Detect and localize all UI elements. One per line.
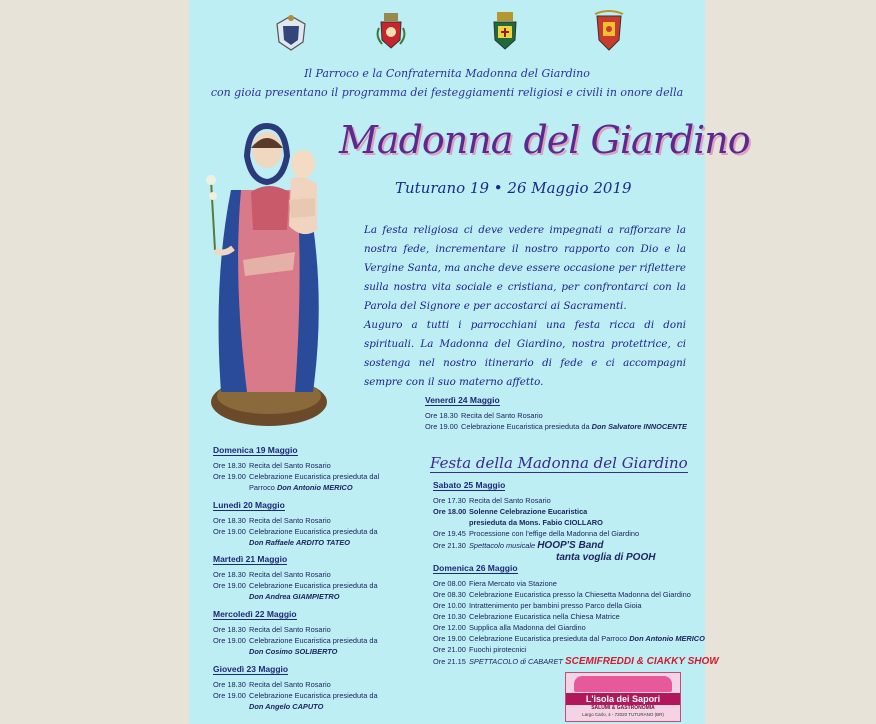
event-row: Ore 18.30 Recita del Santo Rosario (213, 570, 331, 579)
event-row-cont: presieduta da Mons. Fabio CIOLLARO (469, 518, 603, 527)
pastoral-message (364, 221, 686, 392)
event-row: Ore 21.15 SPETTACOLO di CABARET SCEMIFREDDI & CIAKKY SHOW (433, 656, 719, 667)
day-title: Sabato 25 Maggio (433, 480, 506, 490)
event-row: Ore 10.30 Celebrazione Eucaristica nella Chiesa Matrice (433, 612, 620, 621)
sponsor-banner-shape (574, 676, 672, 692)
day-title: Martedì 21 Maggio (213, 554, 288, 564)
crest-icon-4 (589, 10, 629, 52)
event-row: Ore 18.30 Recita del Santo Rosario (213, 625, 331, 634)
event-row: Ore 12.00 Supplica alla Madonna del Giardino (433, 623, 586, 632)
day-title: Giovedì 23 Maggio (213, 664, 289, 674)
event-row: Ore 17.30 Recita del Santo Rosario (433, 496, 551, 505)
event-row: Ore 08.00 Fiera Mercato via Stazione (433, 579, 557, 588)
event-row: Ore 19.00 Celebrazione Eucaristica presieduta dal Parroco Don Antonio MERICO (433, 634, 705, 643)
event-row-cont: Don Raffaele ARDITO TATEO (249, 538, 351, 547)
event-row: Ore 08.30 Celebrazione Eucaristica presso la Chiesetta Madonna del Giardino (433, 590, 691, 599)
intro-line-1: Il Parroco e la Confraternita Madonna del Giardino (304, 67, 590, 80)
intro-line-2: con gioia presentano il programma dei festeggiamenti religiosi e civili in onore della (210, 86, 684, 99)
sponsor-name: L'isola dei Sapori (566, 693, 680, 705)
event-row: Ore 19.45 Processione con l'effige della Madonna del Giardino (433, 529, 640, 538)
crest-icon-2 (371, 10, 411, 52)
day-domenica-26 (433, 563, 719, 668)
message-paragraph-2: Auguro a tutti i parrocchiani una festa ricca di doni spirituali. La Madonna del Giardino, nostra protettrice, ci sostenga nel nostro itinerario di fede e ci accompagni sempre con il suo materno affetto. (364, 319, 686, 388)
event-row-cont: Don Angelo CAPUTO (249, 702, 324, 711)
crest-icon-1 (271, 10, 311, 52)
event-row: Ore 21.00 Fuochi pirotecnici (433, 645, 527, 654)
day-sabato-25 (433, 480, 655, 563)
day-title: Venerdì 24 Maggio (425, 395, 500, 405)
day-title: Domenica 26 Maggio (433, 563, 518, 573)
message-paragraph-1: La festa religiosa ci deve vedere impegnati a rafforzare la nostra fede, incrementare il nostro rapporto con Dio e la Vergine Santa, ma anche deve essere occasione per riflettere sulla nostra vita sociale e cristiana, per confrontarci con la Parola del Signore e per accostarci ai Sacramenti. (364, 224, 686, 312)
event-row: Ore 19.00 Celebrazione Eucaristica presieduta da (213, 636, 378, 645)
sponsor-logo (565, 672, 681, 722)
crest-icon-3 (485, 10, 525, 52)
event-row: Ore 19.00 Celebrazione Eucaristica presieduta da (213, 691, 378, 700)
event-row: Ore 18.30 Recita del Santo Rosario (213, 461, 331, 470)
event-row: Ore 19.00 Celebrazione Eucaristica presieduta da (213, 527, 378, 536)
day-martedi-21 (213, 554, 378, 602)
day-title: Domenica 19 Maggio (213, 445, 298, 455)
event-row: Ore 19.00 Celebrazione Eucaristica presieduta dal (213, 472, 380, 481)
event-row: Ore 18.00 Solenne Celebrazione Eucaristica (433, 507, 588, 516)
event-row: Ore 21.30 Spettacolo musicale HOOP'S Band (433, 540, 604, 551)
event-row: Ore 18.30 Recita del Santo Rosario (425, 411, 543, 420)
event-row: Ore 19.00 Celebrazione Eucaristica presieduta da (213, 581, 378, 590)
sponsor-subtitle: SALUMI & GASTRONOMIA (591, 705, 655, 711)
festa-heading: Festa della Madonna del Giardino (430, 454, 688, 472)
event-row-cont: tanta voglia di POOH (556, 552, 656, 563)
day-venerdi-24 (425, 395, 687, 432)
day-lunedi-20 (213, 500, 378, 548)
day-title: Lunedì 20 Maggio (213, 500, 285, 510)
day-mercoledi-22 (213, 609, 378, 657)
event-row: Ore 19.00 Celebrazione Eucaristica presieduta da Don Salvatore INNOCENTE (425, 422, 687, 431)
day-title: Mercoledì 22 Maggio (213, 609, 297, 619)
event-row-cont: Don Cosimo SOLIBERTO (249, 647, 338, 656)
event-row: Ore 18.30 Recita del Santo Rosario (213, 516, 331, 525)
madonna-statue-image (203, 120, 335, 432)
day-domenica-19 (213, 445, 379, 493)
event-row: Ore 18.30 Recita del Santo Rosario (213, 680, 331, 689)
poster (189, 0, 750, 724)
day-giovedi-23 (213, 664, 378, 712)
sponsor-address: Largo Carlo, 4 - 72020 TUTURANO (BR) (582, 712, 664, 717)
event-row: Ore 10.00 Intrattenimento per bambini presso Parco della Gioia (433, 601, 642, 610)
event-row-cont: Parroco Don Antonio MERICO (249, 483, 353, 492)
event-row-cont: Don Andrea GIAMPIETRO (249, 592, 340, 601)
poster-title: Madonna del Giardino (339, 118, 750, 162)
date-line: Tuturano 19 • 26 Maggio 2019 (395, 179, 632, 197)
